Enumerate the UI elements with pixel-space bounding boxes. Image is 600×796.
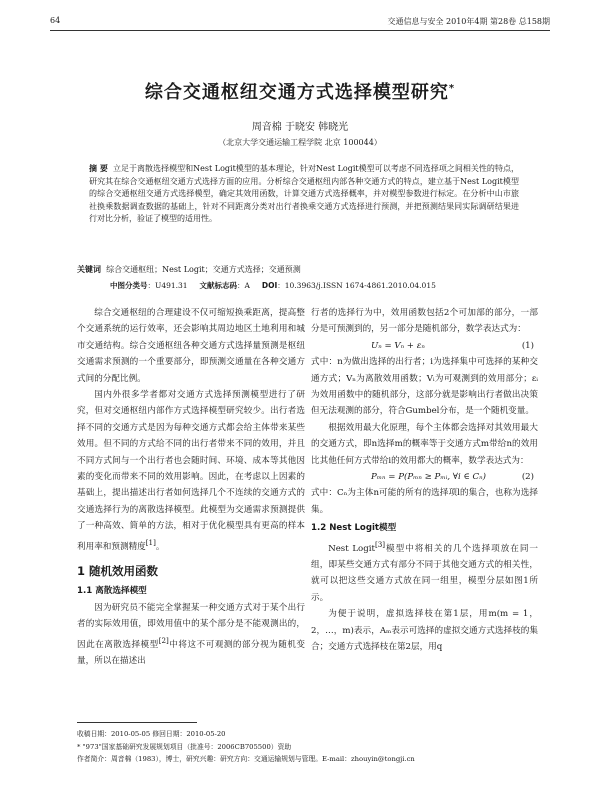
right-column	[311, 305, 538, 655]
paragraph: Nest Logit[3]模型中将相关的几个选择项放在同一组，即某些交通方式有部分不同于其他交通方式的相关性，就可以把这些交通方式放在同一组里，模型分层如图1所示。	[311, 539, 538, 603]
affiliation: （北京大学交通运输工程学院 北京 100044）	[218, 138, 382, 147]
abstract-label: 摘 要	[89, 164, 108, 173]
citation-ref[interactable]: [3]	[374, 539, 386, 549]
keywords: 关键词 综合交通枢纽；Nest Logit；交通方式选择；交通预测	[77, 265, 301, 274]
equation-1: Uₙ = Vₙ + εₙ (1)	[371, 340, 534, 351]
footnote-rule	[77, 722, 197, 723]
header-rule	[50, 30, 550, 31]
subsection-heading: 1.2 Nest Logit模型	[311, 523, 397, 534]
footnotes	[77, 728, 537, 766]
left-column	[77, 305, 305, 669]
paragraph: 国内外很多学者都对交通方式选择预测模型进行了研究，但对交通枢纽内部作方式选择模型研究较少。出行者选择不同的交通方式是因为每种交通方式都会给主体带来某些效用。但不同的方式给不同的出行者带来不同的效用，并且不同方式间与一个出行者也会随时间、环境、成本等其他因素的变化而带来不同的效用影响。因此，在考虑以上因素的基础上，提出描述出行者如何选择几个不连续的交通方式的交通选择行为的离散选择模型。此模型为交通需求预测提供了一种高效、简单的方法，相对于优化模型具有更高的样本利用率和预测精度[1]。	[77, 390, 305, 552]
citation-ref[interactable]: [1]	[145, 537, 156, 547]
citation-ref[interactable]: [2]	[158, 635, 169, 645]
classification: 中图分类号：U491.31 文献标志码：A DOI：10.3963/j.ISSN 1674-4861.2010.04.015	[110, 281, 436, 290]
page-number: 64	[50, 16, 61, 25]
paper-title: 综合交通枢纽交通方式选择模型研究*	[144, 82, 456, 103]
paragraph: 根据效用最大化原理，每个主体都会选择对其效用最大的交通方式，即n选择m的概率等于交通方式m带给n的效用比其他任何方式带给i的效用都大的概率，数学表达式为：	[311, 422, 538, 466]
equation-2: Pₘₙ = P(Pₘₙ ≥ Pₘᵢ, ∀i ∈ Cₙ) (2)	[371, 472, 534, 483]
paragraph: 式中：n为做出选择的出行者；i为选择集中可选择的某种交通方式；Vₙ为离散效用函数；Vᵢ为可观测到的效用部分；εᵢ为效用函数中的随机部分，这部分就是影响出行者做出决策但无法观测的部分，符合Gumbel分布，是一个随机变量。	[311, 357, 538, 417]
paragraph: 因为研究员不能完全掌握某一种交通方式对于某个出行者的实际效用值，即效用值中的某个部分是不能观测出的，因此在离散选择模型[2]中将这不可观测的部分视为随机变量，所以在描述出	[77, 602, 305, 666]
authors: 周音棉 于晓安 韩晓光	[251, 122, 349, 133]
paragraph: 综合交通枢纽的合理建设不仅可缩短换乘距离，提高整个交通系统的运行效率，还会影响其周边地区土地利用和城市交通结构。综合交通枢纽各种交通方式选择量预测是枢纽交通需求预测的一个重要部分，即预测交通量在各种交通方式间的分配比例。	[77, 308, 305, 384]
footnote-received: 收稿日期：2010-05-05 修回日期：2010-05-20	[77, 730, 226, 738]
paragraph: 行者的选择行为中，效用函数包括2个可加部的部分，一部分是可预测到的，另一部分是随机部分，数学表达式为：	[311, 308, 538, 335]
abstract-text: 立足于离散选择模型和Nest Logit模型的基本理论，针对Nest Logit模型可以考虑不同选择项之间相关性的特点，研究其在综合交通枢纽交通方式选择方面的应用。分析综合交通枢纽内部各种交通方式的特点，建立基于Nest Logit模型的综合交通枢纽交通方式选择模型，确定其效用函数，计算交通方式选择概率，并对模型参数进行标定。在分析中山市旅社换乘数据调查数据的基础上，针对不同距离分类对出行者换乘交通方式选择进行预测，并把预测结果同实际调研结果进行对比分析，验证了模型的适用性。	[89, 164, 519, 223]
abstract	[89, 163, 519, 226]
footnote-author: 作者简介：周音棉（1983），博士，研究兴趣：研究方向：交通运输规划与管理。E-mail：zhouyin@tongji.cn	[77, 755, 415, 763]
footnote-fund: * "973"国家基础研究发展规划项目（批准号：2006CB705500）资助	[77, 742, 292, 751]
journal-info: 交通信息与安全 2010年4期 第28卷 总158期	[387, 17, 550, 26]
subsection-heading: 1.1 离散选择模型	[77, 586, 147, 597]
paragraph: 为便于说明，虚拟选择枝在第1层，用m(m = 1，2，…，m)表示，Aₘ表示可选择的虚拟交通方式选择枝的集合；交通方式选择枝在第2层，用q	[311, 609, 538, 652]
paragraph: 式中：Cₙ为主体n可能的所有的选择项l的集合，也称为选择集。	[311, 488, 538, 515]
section-heading: 1 随机效用函数	[77, 563, 159, 578]
